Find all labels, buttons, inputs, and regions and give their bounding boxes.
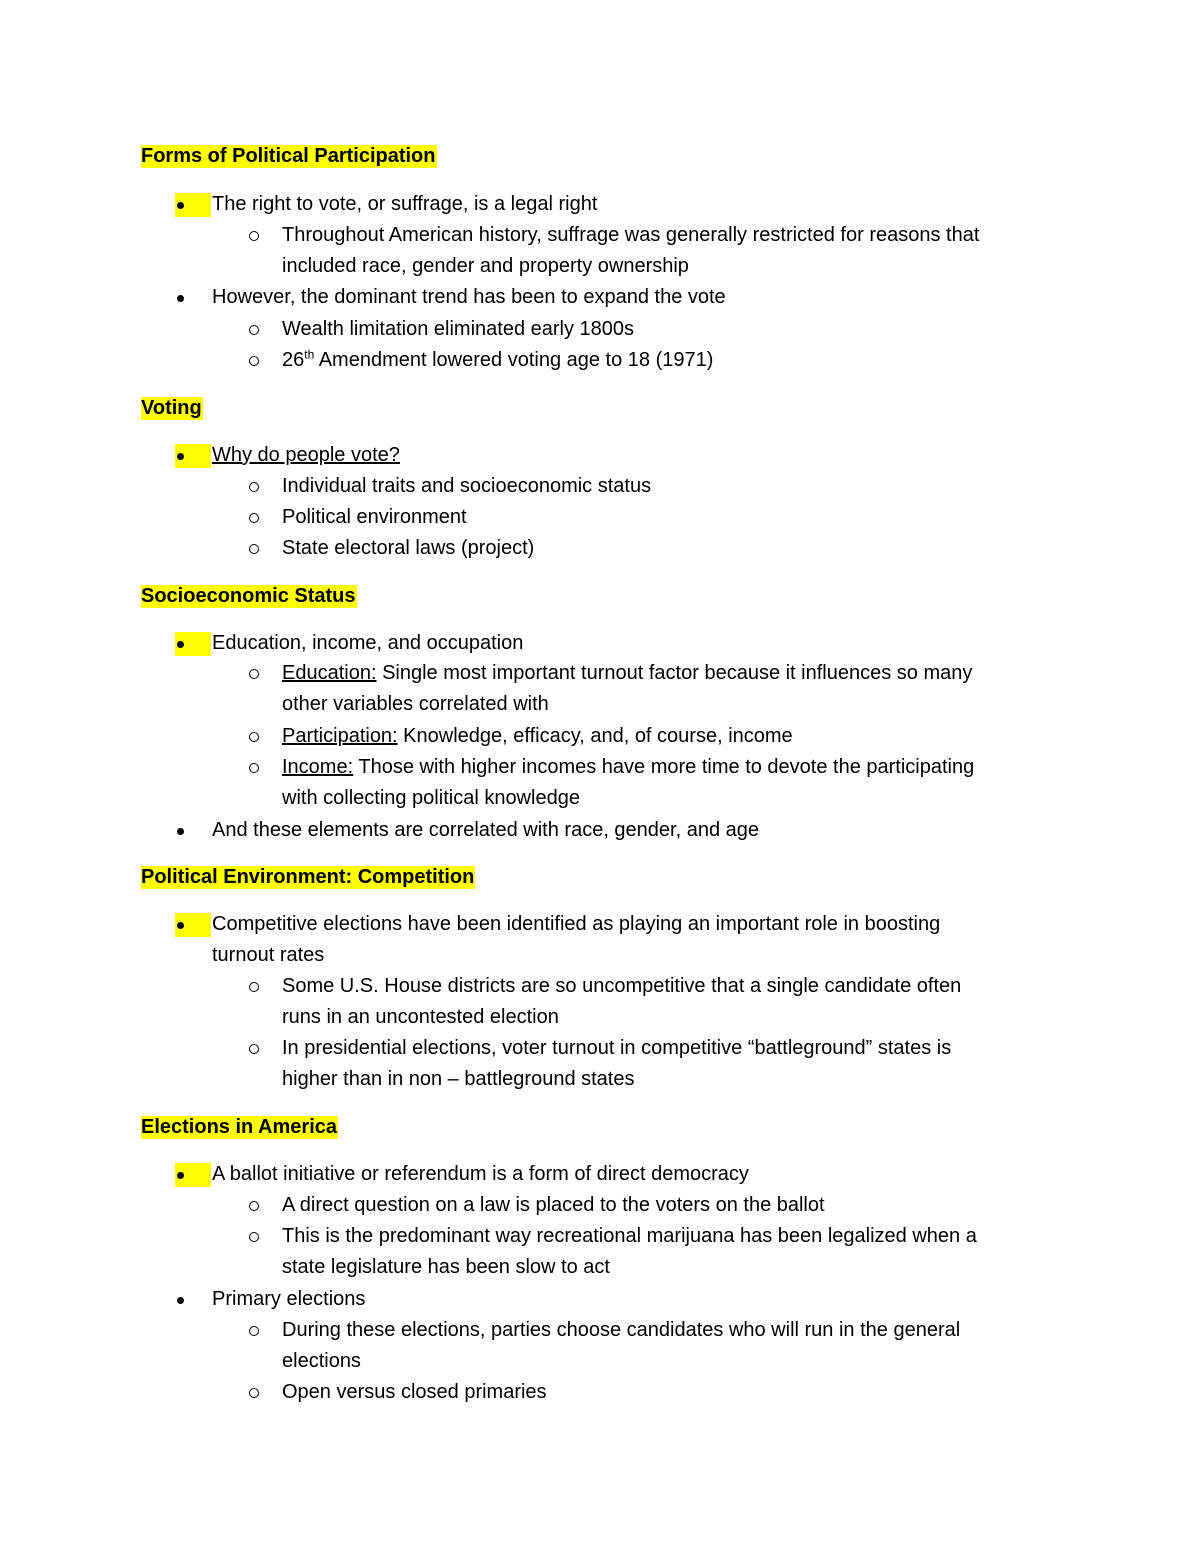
circle-bullet-icon	[249, 356, 259, 366]
list-item-continuation: turnout rates	[212, 944, 325, 966]
circle-bullet-icon	[249, 231, 259, 241]
circle-bullet-icon	[249, 982, 259, 992]
circle-bullet-icon	[249, 763, 259, 773]
list-item-continuation: included race, gender and property ownership	[282, 255, 689, 277]
list-item-continuation: runs in an uncontested election	[282, 1006, 559, 1028]
list-item: Wealth limitation eliminated early 1800s	[282, 318, 635, 340]
list-item: A ballot initiative or referendum is a form of direct democracy	[212, 1163, 749, 1185]
section-heading: Political Environment: Competition	[141, 866, 475, 888]
list-item-continuation: elections	[282, 1350, 361, 1372]
list-item: Education, income, and occupation	[212, 632, 524, 654]
section-heading: Forms of Political Participation	[141, 145, 436, 167]
list-item: Education: Single most important turnout factor because it influences so many	[282, 662, 973, 684]
bullet-icon	[177, 453, 184, 460]
bullet-icon	[177, 828, 184, 835]
list-item: Individual traits and socioeconomic status	[282, 475, 652, 497]
list-item: Competitive elections have been identified as playing an important role in boosting	[212, 913, 941, 935]
bullet-icon	[177, 922, 184, 929]
bullet-icon	[177, 641, 184, 648]
bullet-icon	[177, 202, 184, 209]
list-item: Why do people vote?	[212, 444, 400, 466]
list-item: Income: Those with higher incomes have more time to devote the participating	[282, 756, 975, 778]
circle-bullet-icon	[249, 1326, 259, 1336]
list-item: In presidential elections, voter turnout in competitive “battleground” states is	[282, 1037, 952, 1059]
circle-bullet-icon	[249, 544, 259, 554]
list-item-continuation: with collecting political knowledge	[282, 787, 580, 809]
list-item: Some U.S. House districts are so uncompetitive that a single candidate often	[282, 975, 962, 997]
list-item: A direct question on a law is placed to the voters on the ballot	[282, 1194, 825, 1216]
list-item: Participation: Knowledge, efficacy, and, of course, income	[282, 725, 793, 747]
list-item: State electoral laws (project)	[282, 537, 535, 559]
list-item: Primary elections	[212, 1288, 366, 1310]
circle-bullet-icon	[249, 732, 259, 742]
list-item: During these elections, parties choose candidates who will run in the general	[282, 1319, 961, 1341]
circle-bullet-icon	[249, 1232, 259, 1242]
list-item-continuation: state legislature has been slow to act	[282, 1256, 610, 1278]
list-item: Open versus closed primaries	[282, 1381, 547, 1403]
list-item: Political environment	[282, 506, 467, 528]
list-item: Throughout American history, suffrage was generally restricted for reasons that	[282, 224, 980, 246]
circle-bullet-icon	[249, 482, 259, 492]
bullet-icon	[177, 1172, 184, 1179]
bullet-icon	[177, 295, 184, 302]
list-item: The right to vote, or suffrage, is a legal right	[212, 193, 598, 215]
list-item: And these elements are correlated with race, gender, and age	[212, 819, 760, 841]
section-heading: Elections in America	[141, 1116, 337, 1138]
circle-bullet-icon	[249, 669, 259, 679]
list-item-continuation: higher than in non – battleground states	[282, 1068, 635, 1090]
list-item: This is the predominant way recreational marijuana has been legalized when a	[282, 1225, 977, 1247]
list-item: However, the dominant trend has been to expand the vote	[212, 286, 726, 308]
bullet-icon	[177, 1297, 184, 1304]
circle-bullet-icon	[249, 1201, 259, 1211]
list-item: 26th Amendment lowered voting age to 18 (1971)	[282, 347, 714, 371]
circle-bullet-icon	[249, 513, 259, 523]
circle-bullet-icon	[249, 325, 259, 335]
list-item-continuation: other variables correlated with	[282, 693, 549, 715]
circle-bullet-icon	[249, 1388, 259, 1398]
circle-bullet-icon	[249, 1044, 259, 1054]
section-heading: Socioeconomic Status	[141, 585, 356, 607]
section-heading: Voting	[141, 397, 202, 419]
